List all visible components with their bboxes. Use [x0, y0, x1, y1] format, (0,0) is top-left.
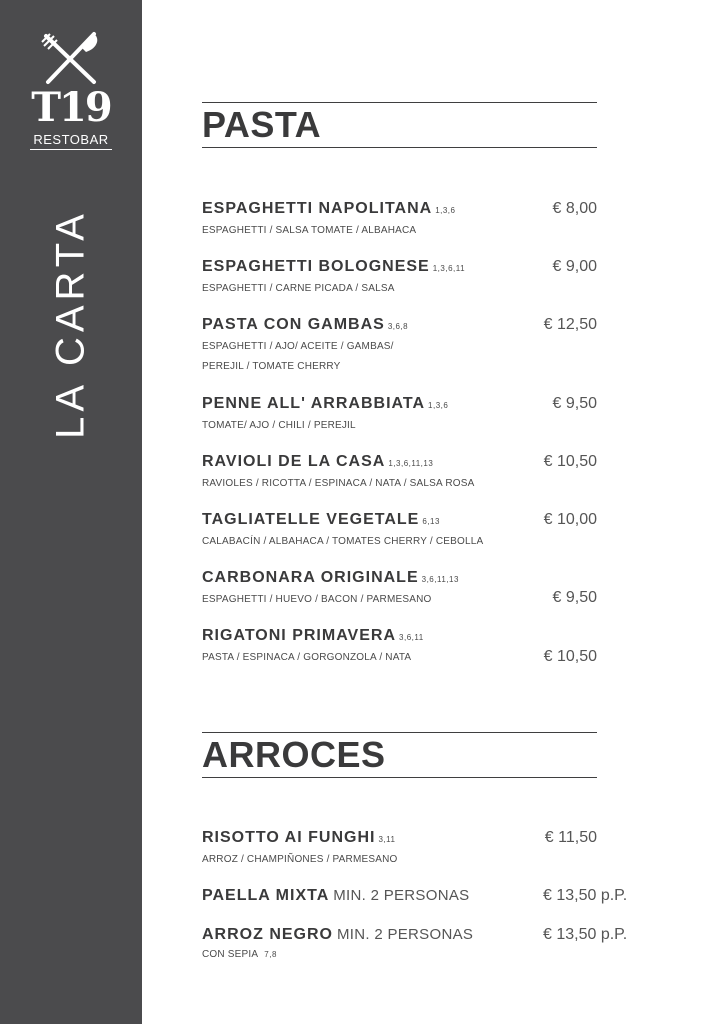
item-name: CARBONARA ORIGINALE: [202, 569, 419, 586]
item-allergens: 3,6,11,13: [421, 575, 459, 584]
item-allergens: 6,13: [422, 517, 440, 526]
item-name: PENNE ALL' ARRABBIATA: [202, 395, 426, 412]
item-allergens: 7,8: [264, 950, 277, 959]
item-name: TAGLIATELLE VEGETALE: [202, 511, 420, 528]
section-rule-bottom: [202, 147, 597, 148]
item-name: RISOTTO AI FUNGHI: [202, 829, 376, 846]
item-price: € 13,50 p.P.: [543, 887, 628, 904]
item-price: € 9,50: [552, 589, 597, 606]
item-allergens: 3,11: [378, 835, 396, 844]
logo-text: T19: [31, 84, 111, 131]
item-allergens: 1,3,6: [428, 401, 449, 410]
fork-knife-icon: [40, 30, 102, 86]
section-title-pasta: PASTA: [202, 104, 322, 145]
sidebar: [0, 0, 142, 1024]
item-note: MIN. 2 PERSONAS: [337, 926, 474, 943]
item-price: € 8,00: [552, 200, 597, 217]
item-price: € 13,50 p.P.: [543, 926, 628, 943]
item-price: € 10,50: [543, 648, 597, 665]
section-rule-top: [202, 102, 597, 103]
item-price: € 9,00: [552, 258, 597, 275]
item-description: ESPAGHETTI / SALSA TOMATE / ALBAHACA: [202, 225, 417, 236]
item-allergens: 3,6,8: [387, 322, 409, 331]
item-description: ESPAGHETTI / CARNE PICADA / SALSA: [202, 283, 395, 294]
item-description: RAVIOLES / RICOTTA / ESPINACA / NATA / SALSA ROSA: [202, 478, 475, 489]
item-name: RIGATONI PRIMAVERA: [202, 627, 397, 644]
item-description: TOMATE/ AJO / CHILI / PEREJIL: [202, 420, 356, 431]
item-allergens: 1,3,6,11: [432, 264, 466, 273]
item-price: € 9,50: [552, 395, 597, 412]
item-allergens: 1,3,6: [435, 206, 456, 215]
logo-subtitle: RESTOBAR: [30, 132, 112, 150]
section-title-arroces: ARROCES: [202, 734, 386, 775]
item-price: € 10,50: [543, 453, 597, 470]
vertical-title: LA CARTA: [48, 209, 93, 439]
item-allergens: 1,3,6,11,13: [388, 459, 434, 468]
item-name: ARROZ NEGRO: [202, 926, 333, 943]
item-name: PAELLA MIXTA: [202, 887, 330, 904]
section-rule-top: [202, 732, 597, 733]
item-description: PASTA / ESPINACA / GORGONZOLA / NATA: [202, 652, 412, 663]
item-description: ESPAGHETTI / HUEVO / BACON / PARMESANO: [202, 594, 432, 605]
item-description: PEREJIL / TOMATE CHERRY: [202, 361, 341, 372]
item-description: ARROZ / CHAMPIÑONES / PARMESANO: [202, 854, 398, 865]
item-price: € 12,50: [543, 316, 597, 333]
item-name: ESPAGHETTI BOLOGNESE: [202, 258, 430, 275]
item-description: CALABACÍN / ALBAHACA / TOMATES CHERRY / CEBOLLA: [202, 536, 484, 547]
section-rule-bottom: [202, 777, 597, 778]
item-note: MIN. 2 PERSONAS: [333, 887, 470, 904]
item-description: CON SEPIA: [202, 949, 259, 960]
item-name: PASTA CON GAMBAS: [202, 316, 385, 333]
item-name: RAVIOLI DE LA CASA: [202, 453, 386, 470]
item-price: € 11,50: [544, 829, 597, 846]
item-name: ESPAGHETTI NAPOLITANA: [202, 200, 433, 217]
item-allergens: 3,6,11: [399, 633, 424, 642]
item-price: € 10,00: [543, 511, 597, 528]
item-description: ESPAGHETTI / AJO/ ACEITE / GAMBAS/: [202, 341, 394, 352]
